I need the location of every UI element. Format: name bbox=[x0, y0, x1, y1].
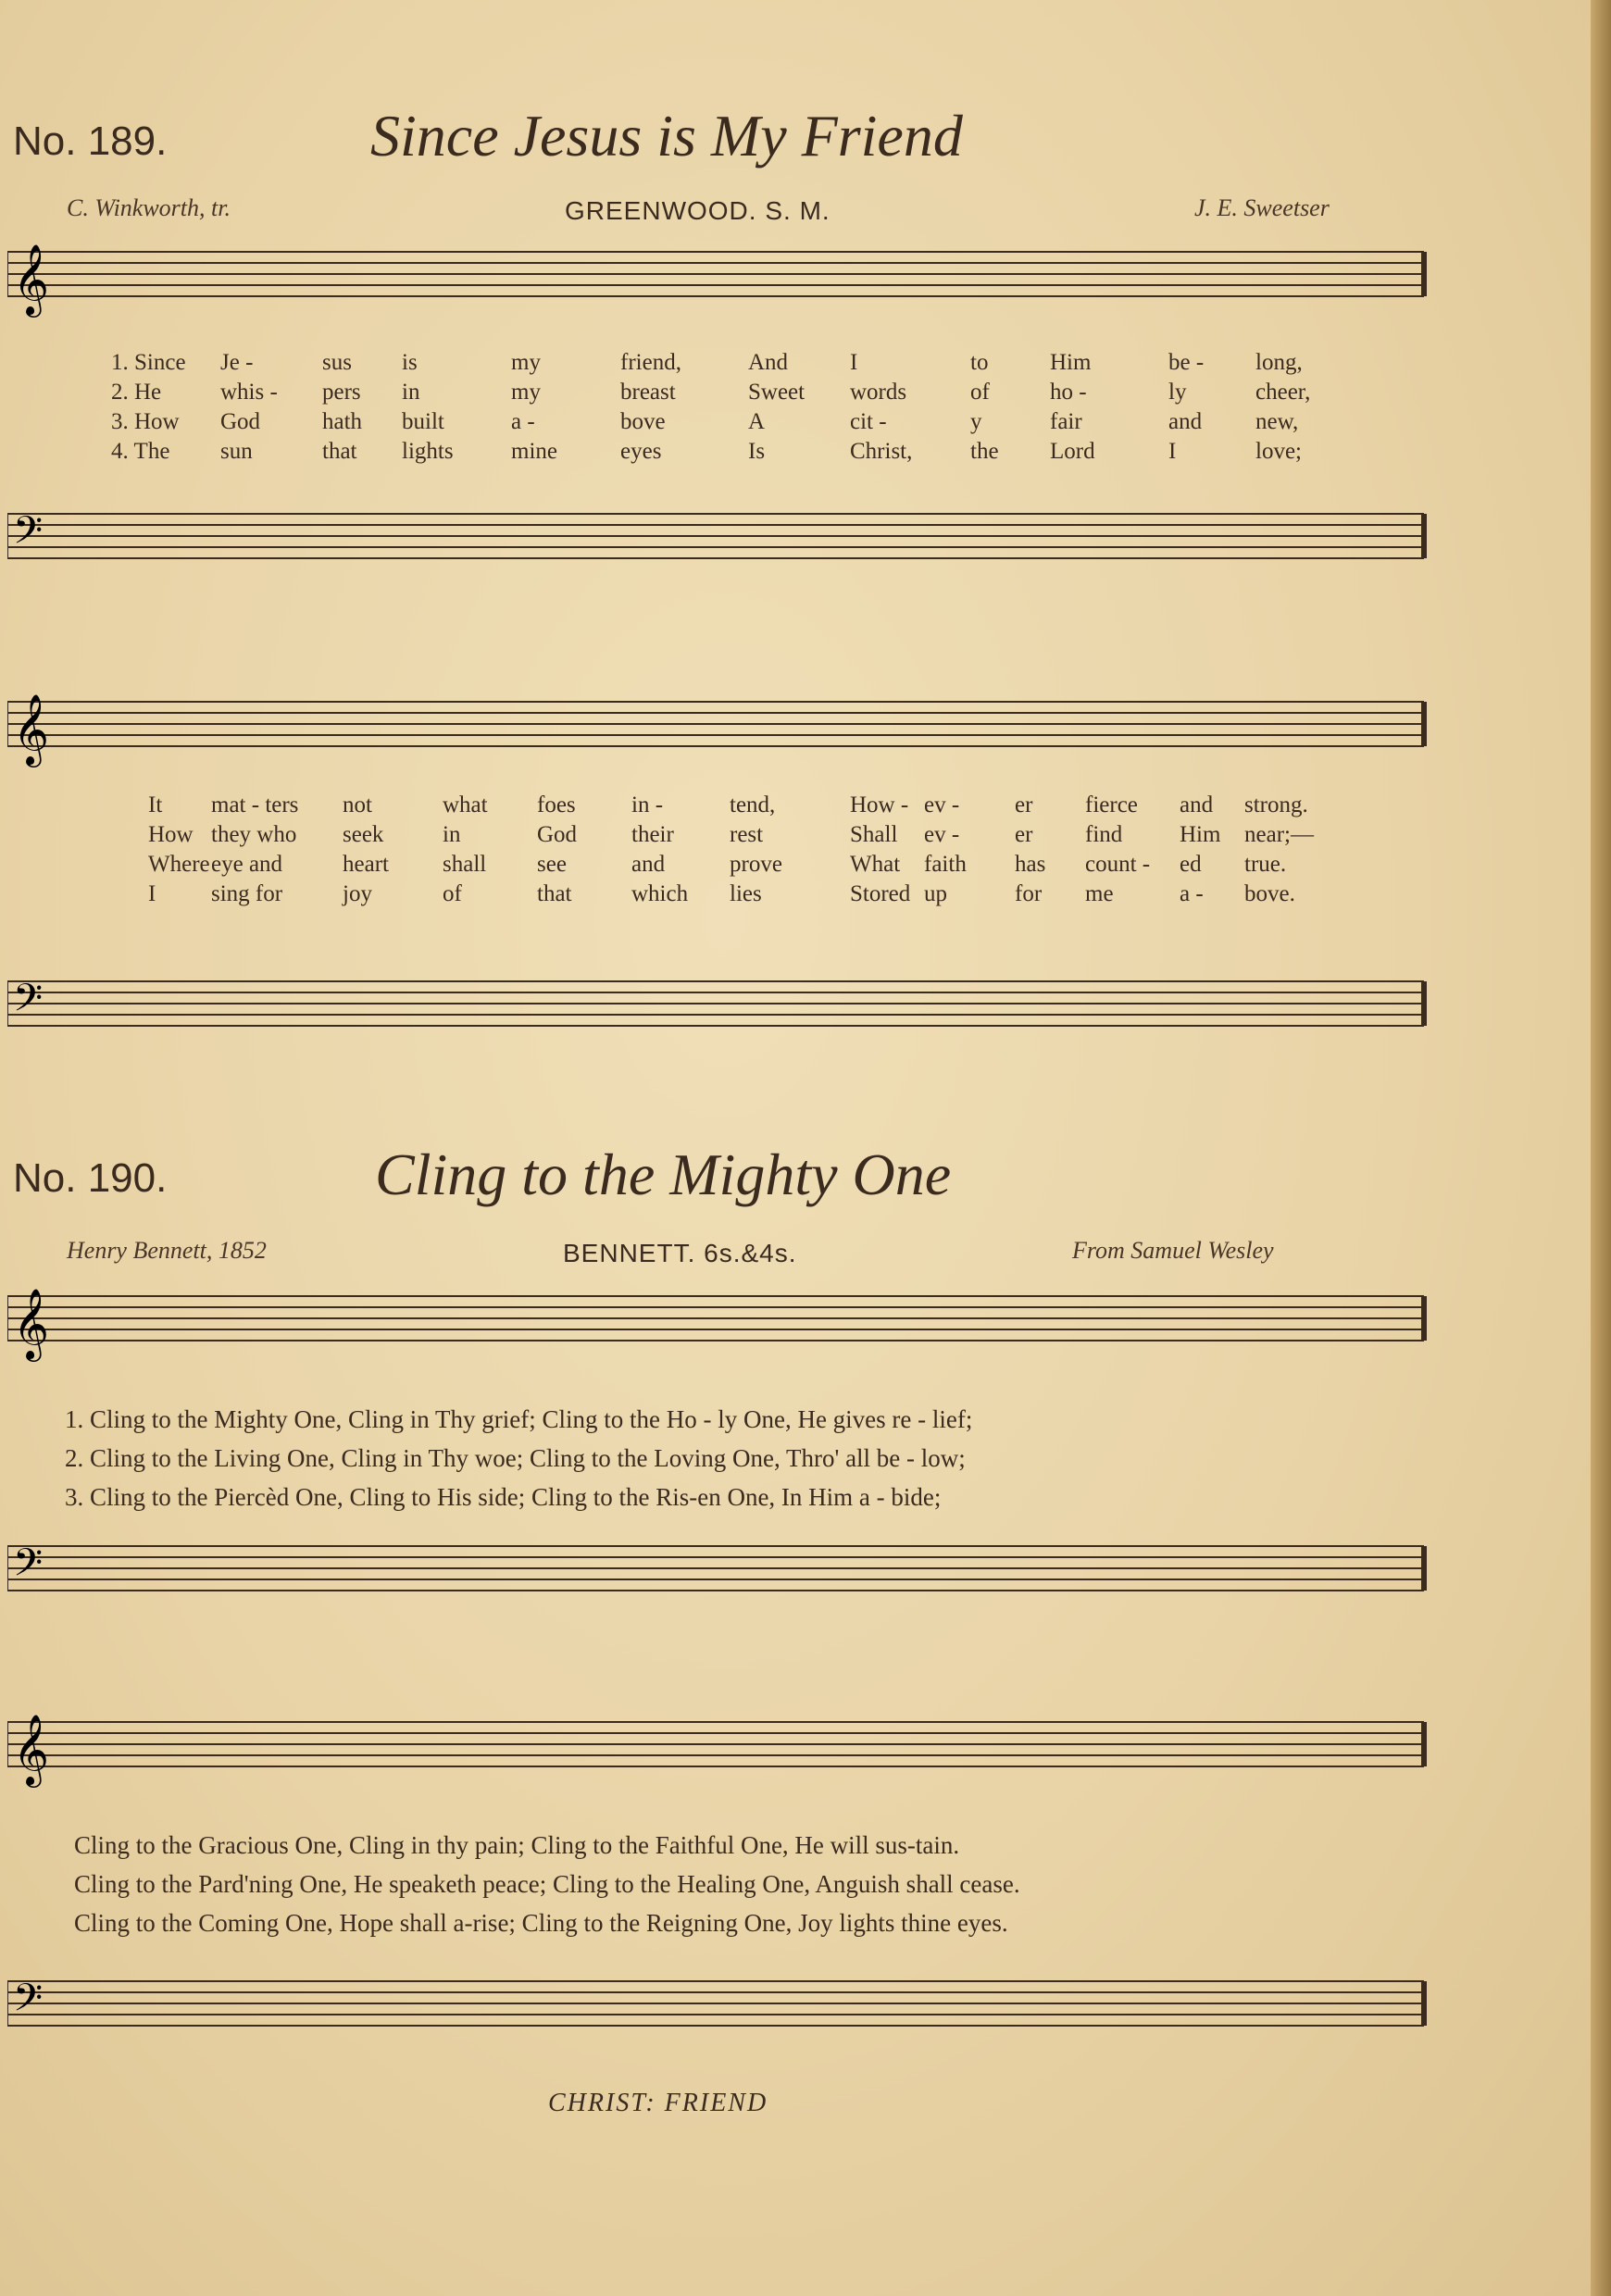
lyric: 2. He bbox=[111, 380, 162, 405]
lyric: I bbox=[148, 881, 156, 906]
lyric: I bbox=[850, 350, 858, 375]
lyric: they who bbox=[211, 822, 297, 847]
lyric: 4. The bbox=[111, 439, 170, 464]
lyrics-190-line-1: 1. Cling to the Mighty One, Cling in Thy grief; Cling to the Ho - ly One, He gives re - lief; bbox=[65, 1405, 973, 1433]
tune-name-bennett: BENNETT. 6s.&4s. bbox=[563, 1239, 797, 1267]
lyric: lies bbox=[730, 881, 762, 906]
lyric: sus bbox=[322, 350, 352, 375]
lyric: What bbox=[850, 852, 901, 877]
lyric: in bbox=[443, 822, 461, 847]
lyric: mine bbox=[511, 439, 557, 464]
lyric: heart bbox=[343, 852, 389, 877]
lyric: pers bbox=[322, 380, 361, 405]
lyric: near;— bbox=[1244, 822, 1314, 847]
lyric: love; bbox=[1255, 439, 1302, 464]
lyric: me bbox=[1085, 881, 1114, 906]
lyric: How bbox=[148, 822, 194, 847]
lyric: up bbox=[924, 881, 947, 906]
lyric: Je - bbox=[220, 350, 254, 375]
treble-staff-189-2 bbox=[7, 693, 1433, 776]
lyric: Him bbox=[1050, 350, 1092, 375]
lyric: mat - ters bbox=[211, 792, 299, 817]
lyric: to bbox=[970, 350, 989, 375]
lyric: friend, bbox=[620, 350, 681, 375]
lyric: eye and bbox=[211, 852, 283, 877]
lyric: for bbox=[1015, 881, 1043, 906]
hymn-number-190: No. 190. bbox=[13, 1155, 168, 1201]
lyric: long, bbox=[1255, 350, 1303, 375]
lyric: It bbox=[148, 792, 163, 817]
lyric: breast bbox=[620, 380, 676, 405]
svg-text:𝄞: 𝄞 bbox=[13, 1288, 50, 1359]
svg-text:𝄢: 𝄢 bbox=[13, 1976, 44, 2029]
lyric: er bbox=[1015, 792, 1033, 817]
lyric: sing for bbox=[211, 881, 283, 906]
lyric: that bbox=[537, 881, 572, 906]
lyric: And bbox=[748, 350, 789, 375]
lyric: Sweet bbox=[748, 380, 806, 405]
lyric: true. bbox=[1244, 852, 1287, 877]
lyric: God bbox=[220, 409, 261, 434]
lyrics-190-line-5: Cling to the Pard'ning One, He speaketh peace; Cling to the Healing One, Anguish shall cease. bbox=[74, 1870, 1020, 1898]
lyric: count - bbox=[1085, 852, 1151, 877]
lyric: in - bbox=[631, 792, 664, 817]
lyric: Christ, bbox=[850, 439, 913, 464]
lyric: 1. Since bbox=[111, 350, 186, 375]
lyric: whis - bbox=[220, 380, 278, 405]
lyric: not bbox=[343, 792, 372, 817]
lyric: seek bbox=[343, 822, 384, 847]
lyric: joy bbox=[343, 881, 372, 906]
hymn-title-190: Cling to the Mighty One bbox=[375, 1142, 952, 1207]
svg-text:𝄞: 𝄞 bbox=[13, 693, 50, 765]
lyric: 3. How bbox=[111, 409, 180, 434]
lyric: built bbox=[402, 409, 444, 434]
lyric: of bbox=[443, 881, 462, 906]
hymn-number-189: No. 189. bbox=[13, 119, 168, 164]
lyric: a - bbox=[511, 409, 535, 434]
translator-credit: C. Winkworth, tr. bbox=[67, 194, 231, 221]
lyric: that bbox=[322, 439, 357, 464]
lyrics-190-line-3: 3. Cling to the Piercèd One, Cling to His side; Cling to the Ris-en One, In Him a - bide; bbox=[65, 1483, 942, 1511]
lyric: How - bbox=[850, 792, 909, 817]
lyric: tend, bbox=[730, 792, 776, 817]
composer-credit-190: Henry Bennett, 1852 bbox=[67, 1237, 267, 1264]
lyrics-189-system-1 bbox=[111, 350, 1417, 465]
lyric: words bbox=[850, 380, 907, 405]
lyric: a - bbox=[1180, 881, 1204, 906]
lyric: fierce bbox=[1085, 792, 1138, 817]
lyric: and bbox=[1168, 409, 1203, 434]
lyric: and bbox=[1180, 792, 1214, 817]
lyric: shall bbox=[443, 852, 487, 877]
source-credit-190: From Samuel Wesley bbox=[1072, 1237, 1274, 1264]
lyric: ho - bbox=[1050, 380, 1087, 405]
lyric: bove bbox=[620, 409, 666, 434]
lyric: foes bbox=[537, 792, 576, 817]
lyric: rest bbox=[730, 822, 764, 847]
lyric: Him bbox=[1180, 822, 1221, 847]
lyric: God bbox=[537, 822, 578, 847]
bass-staff-190-1 bbox=[7, 1537, 1433, 1620]
treble-staff-189-1 bbox=[7, 243, 1433, 326]
lyric: y bbox=[970, 409, 982, 434]
lyric: hath bbox=[322, 409, 363, 434]
bass-staff-189-2 bbox=[7, 972, 1433, 1055]
bass-staff-190-2 bbox=[7, 1972, 1433, 2055]
lyric: ed bbox=[1180, 852, 1202, 877]
lyric: and bbox=[631, 852, 666, 877]
lyrics-190-line-2: 2. Cling to the Living One, Cling in Thy woe; Cling to the Loving One, Thro' all be - low; bbox=[65, 1444, 966, 1472]
lyric: find bbox=[1085, 822, 1123, 847]
lyric: lights bbox=[402, 439, 454, 464]
lyric: ly bbox=[1168, 380, 1187, 405]
treble-staff-190-2 bbox=[7, 1713, 1433, 1796]
lyric: in bbox=[402, 380, 420, 405]
lyric: er bbox=[1015, 822, 1033, 847]
lyric: cheer, bbox=[1255, 380, 1311, 405]
lyric: is bbox=[402, 350, 418, 375]
lyric: what bbox=[443, 792, 488, 817]
svg-text:𝄢: 𝄢 bbox=[13, 976, 44, 1029]
composer-credit-189: J. E. Sweetser bbox=[1194, 194, 1330, 221]
topic-footer: CHRIST: FRIEND bbox=[548, 2089, 768, 2117]
lyric: my bbox=[511, 350, 541, 375]
lyric: which bbox=[631, 881, 689, 906]
lyric: bove. bbox=[1244, 881, 1295, 906]
page-edge bbox=[1591, 0, 1611, 2296]
lyrics-190-line-4: Cling to the Gracious One, Cling in thy pain; Cling to the Faithful One, He will sus-tain. bbox=[74, 1831, 960, 1859]
lyric: the bbox=[970, 439, 999, 464]
lyric: ev - bbox=[924, 822, 960, 847]
lyric: A bbox=[748, 409, 766, 434]
svg-text:𝄞: 𝄞 bbox=[13, 1714, 50, 1785]
bass-staff-189-1 bbox=[7, 505, 1433, 588]
lyric: has bbox=[1015, 852, 1046, 877]
lyric: I bbox=[1168, 439, 1177, 464]
lyric: be - bbox=[1168, 350, 1205, 375]
lyric: their bbox=[631, 822, 674, 847]
lyric: Shall bbox=[850, 822, 898, 847]
svg-text:𝄞: 𝄞 bbox=[13, 243, 50, 315]
lyric: Is bbox=[748, 439, 766, 464]
lyric: Stored bbox=[850, 881, 911, 906]
lyric: Where bbox=[148, 852, 210, 877]
lyric: cit - bbox=[850, 409, 887, 434]
treble-staff-190-1 bbox=[7, 1287, 1433, 1370]
lyrics-190-line-6: Cling to the Coming One, Hope shall a-rise; Cling to the Reigning One, Joy lights thine eyes. bbox=[74, 1909, 1008, 1937]
lyric: ev - bbox=[924, 792, 960, 817]
lyrics-189-system-2 bbox=[148, 792, 1435, 907]
lyric: prove bbox=[730, 852, 782, 877]
lyric: new, bbox=[1255, 409, 1299, 434]
lyric: faith bbox=[924, 852, 967, 877]
lyric: strong. bbox=[1244, 792, 1308, 817]
lyric: eyes bbox=[620, 439, 662, 464]
svg-text:𝄢: 𝄢 bbox=[13, 508, 44, 562]
lyric: my bbox=[511, 380, 541, 405]
lyric: sun bbox=[220, 439, 253, 464]
lyric: Lord bbox=[1050, 439, 1095, 464]
hymn-title-189: Since Jesus is My Friend bbox=[370, 103, 963, 168]
lyric: see bbox=[537, 852, 567, 877]
tune-name-greenwood: GREENWOOD. S. M. bbox=[565, 196, 830, 225]
lyric: fair bbox=[1050, 409, 1082, 434]
svg-text:𝄢: 𝄢 bbox=[13, 1541, 44, 1594]
lyric: of bbox=[970, 380, 990, 405]
